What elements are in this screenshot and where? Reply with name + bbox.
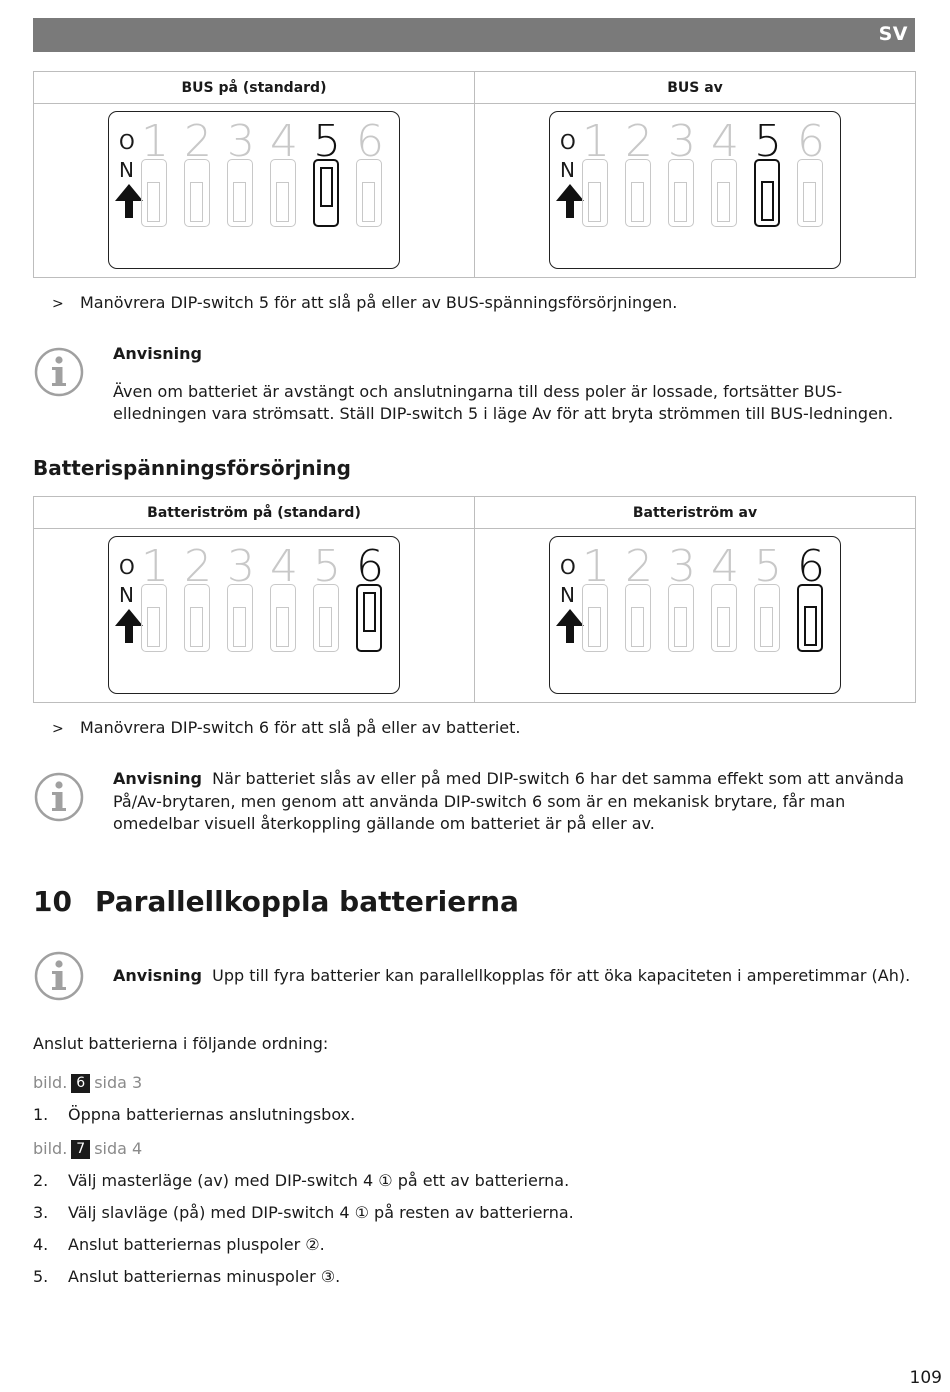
ref-prefix: bild.: [33, 1073, 68, 1092]
language-label: SV: [878, 23, 908, 45]
dip-table-battery: [33, 496, 916, 703]
step-item: [33, 1235, 325, 1254]
dip-switch-5: [313, 584, 339, 652]
figure-reference: [33, 1073, 142, 1093]
switch-number: 2: [184, 541, 212, 592]
switch-knob: [363, 592, 376, 632]
step-number: 3.: [33, 1203, 49, 1222]
section-heading: Batterispänningsförsörjning: [33, 456, 351, 480]
dip-switch-6: [797, 584, 823, 652]
switch-number: 5: [754, 541, 782, 592]
switch-number: 1: [582, 541, 610, 592]
ref-suffix: sida 3: [94, 1073, 143, 1092]
note-text: När batteriet slås av eller på med DIP-switch 6 har det samma effekt som att använda På/Av-brytaren, men genom att använda DIP-switch 6 som är en mekanisk brytare, får man omedelbar visuell återkoppling gällande om batteriet är på eller av.: [113, 769, 905, 833]
dip-switch-2: [625, 159, 651, 227]
on-label-n: N: [560, 158, 575, 182]
step-text: Välj slavläge (på) med DIP-switch 4 ① på resten av batterierna.: [68, 1203, 574, 1222]
dip-switch-2: [184, 159, 210, 227]
switch-number: 4: [270, 116, 298, 167]
on-label-n: N: [560, 583, 575, 607]
on-label-o: O: [119, 555, 135, 579]
dip-switch-5: [313, 159, 339, 227]
switch-knob: [276, 607, 289, 647]
switch-knob: [319, 607, 332, 647]
step-text: Anslut batteriernas minuspoler ③.: [68, 1267, 341, 1286]
switch-number: 1: [582, 116, 610, 167]
switch-knob: [761, 181, 774, 221]
switch-knob: [588, 182, 601, 222]
dip-switch-4: [711, 159, 737, 227]
note-text: Upp till fyra batterier kan parallellkopplas för att öka kapaciteten i amperetimmar (Ah).: [212, 966, 911, 985]
header-bar: [33, 18, 915, 52]
step-number: 4.: [33, 1235, 49, 1254]
bullet-text: Manövrera DIP-switch 5 för att slå på eller av BUS-spänningsförsörjningen.: [80, 293, 678, 312]
dip-switch-5: [754, 159, 780, 227]
switch-number: 6: [797, 116, 825, 167]
dip-switch-6: [797, 159, 823, 227]
switch-knob: [362, 182, 375, 222]
on-label-o: O: [560, 130, 576, 154]
switch-knob: [147, 607, 160, 647]
switch-knob: [717, 607, 730, 647]
step-item: [33, 1203, 574, 1222]
switch-number: 3: [227, 116, 255, 167]
note-title: Anvisning: [113, 769, 202, 788]
dip-switch-6: [356, 159, 382, 227]
step-item: [33, 1267, 340, 1286]
note-title: Anvisning: [113, 966, 202, 985]
switch-number: 5: [754, 116, 782, 167]
switch-knob: [631, 607, 644, 647]
info-icon: [33, 950, 85, 1002]
note-block: [113, 768, 913, 836]
bullet-marker: >: [52, 721, 64, 737]
switch-number: 6: [797, 541, 825, 592]
page-number: 109: [909, 1368, 942, 1388]
switch-knob: [588, 607, 601, 647]
dip-switch-diagram: [549, 536, 841, 694]
col-battery-on: Batteriström på (standard): [34, 497, 475, 529]
dip-switch-3: [227, 584, 253, 652]
switch-knob: [233, 182, 246, 222]
figure-number: 6: [71, 1074, 90, 1093]
switch-knob: [147, 182, 160, 222]
switch-number: 2: [625, 541, 653, 592]
bullet-text: Manövrera DIP-switch 6 för att slå på eller av batteriet.: [80, 718, 521, 737]
dip-switch-diagram: [549, 111, 841, 269]
dip-switch-3: [668, 159, 694, 227]
step-number: 5.: [33, 1267, 49, 1286]
ref-prefix: bild.: [33, 1139, 68, 1158]
dip-cell: [34, 104, 475, 278]
figure-reference: [33, 1139, 142, 1159]
dip-switch-2: [625, 584, 651, 652]
step-item: [33, 1105, 355, 1124]
dip-table-bus: [33, 71, 916, 278]
col-battery-off: Batteriström av: [475, 497, 916, 529]
switch-number: 6: [356, 116, 384, 167]
switch-number: 4: [711, 541, 739, 592]
step-text: Öppna batteriernas anslutningsbox.: [68, 1105, 356, 1124]
switch-knob: [233, 607, 246, 647]
on-label-o: O: [119, 130, 135, 154]
switch-number: 3: [227, 541, 255, 592]
up-arrow-icon: [555, 608, 585, 644]
switch-number: 4: [711, 116, 739, 167]
switch-knob: [674, 182, 687, 222]
figure-number: 7: [71, 1140, 90, 1159]
step-text: Anslut batteriernas pluspoler ②.: [68, 1235, 325, 1254]
dip-switch-diagram: [108, 536, 400, 694]
switch-knob: [190, 607, 203, 647]
note-block: [113, 343, 913, 426]
on-label-o: O: [560, 555, 576, 579]
switch-number: 1: [141, 541, 169, 592]
chapter-title: Parallellkoppla batterierna: [95, 885, 519, 918]
note-text: Även om batteriet är avstängt och anslutningarna till dess poler är lossade, fortsätter BUS-elledningen vara strömsatt. Ställ DIP-switch 5 i läge Av för att bryta strömmen till BUS-ledningen.: [113, 381, 894, 423]
up-arrow-icon: [114, 608, 144, 644]
dip-switch-4: [711, 584, 737, 652]
dip-cell: [475, 104, 916, 278]
dip-switch-2: [184, 584, 210, 652]
switch-knob: [674, 607, 687, 647]
ref-suffix: sida 4: [94, 1139, 143, 1158]
dip-switch-3: [227, 159, 253, 227]
switch-number: 6: [356, 541, 384, 592]
step-number: 2.: [33, 1171, 49, 1190]
switch-knob: [760, 607, 773, 647]
dip-switch-1: [582, 584, 608, 652]
dip-switch-4: [270, 159, 296, 227]
on-label-n: N: [119, 158, 134, 182]
switch-knob: [631, 182, 644, 222]
switch-number: 2: [625, 116, 653, 167]
switch-number: 5: [313, 116, 341, 167]
switch-number: 2: [184, 116, 212, 167]
switch-number: 3: [668, 116, 696, 167]
switch-knob: [190, 182, 203, 222]
dip-switch-5: [754, 584, 780, 652]
dip-switch-1: [141, 584, 167, 652]
dip-switch-4: [270, 584, 296, 652]
switch-number: 3: [668, 541, 696, 592]
dip-switch-1: [141, 159, 167, 227]
step-number: 1.: [33, 1105, 49, 1124]
dip-cell: [34, 529, 475, 703]
step-item: [33, 1171, 569, 1190]
col-bus-on: BUS på (standard): [34, 72, 475, 104]
switch-knob: [276, 182, 289, 222]
on-label-n: N: [119, 583, 134, 607]
step-text: Välj masterläge (av) med DIP-switch 4 ① på ett av batterierna.: [68, 1171, 570, 1190]
switch-number: 4: [270, 541, 298, 592]
bullet-marker: >: [52, 296, 64, 312]
chapter-number: 10: [33, 885, 72, 918]
switch-knob: [320, 167, 333, 207]
up-arrow-icon: [114, 183, 144, 219]
switch-knob: [804, 606, 817, 646]
switch-number: 5: [313, 541, 341, 592]
switch-knob: [717, 182, 730, 222]
info-icon: [33, 346, 85, 398]
note-block: [113, 965, 913, 988]
switch-knob: [803, 182, 816, 222]
note-title: Anvisning: [113, 344, 202, 363]
dip-switch-1: [582, 159, 608, 227]
info-icon: [33, 771, 85, 823]
dip-switch-3: [668, 584, 694, 652]
dip-switch-diagram: [108, 111, 400, 269]
chapter-heading: [33, 885, 519, 918]
intro-text: Anslut batterierna i följande ordning:: [33, 1034, 329, 1053]
dip-switch-6: [356, 584, 382, 652]
up-arrow-icon: [555, 183, 585, 219]
switch-number: 1: [141, 116, 169, 167]
dip-cell: [475, 529, 916, 703]
col-bus-off: BUS av: [475, 72, 916, 104]
